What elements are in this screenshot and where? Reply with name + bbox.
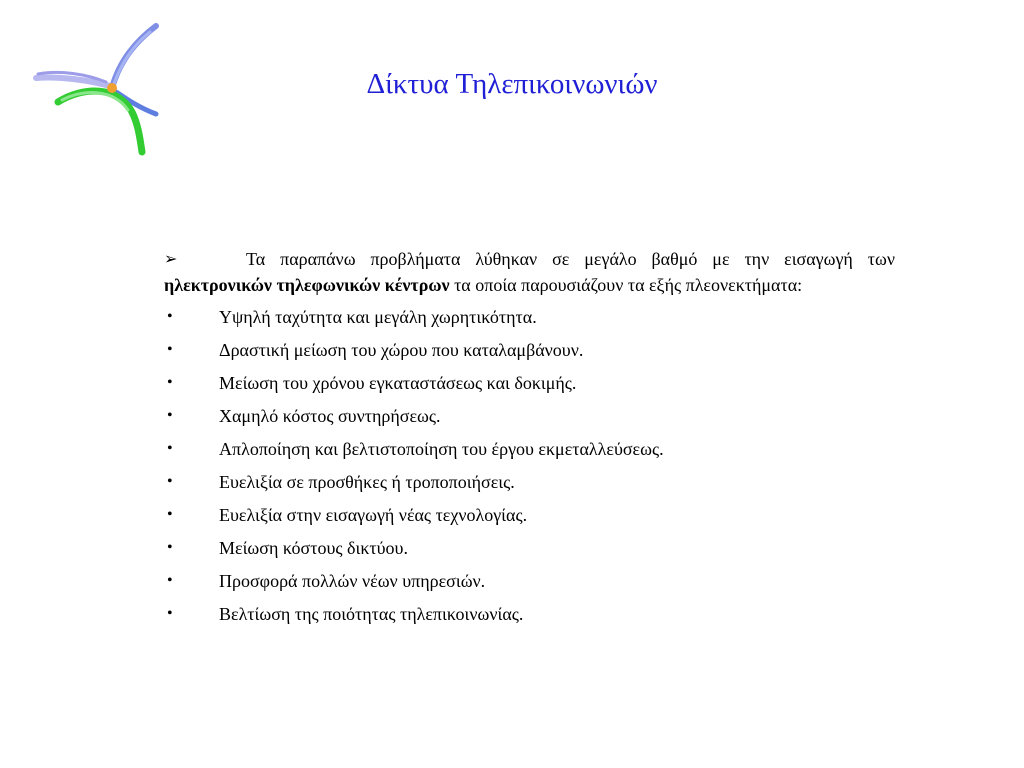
list-item-text: Χαμηλό κόστος συντηρήσεως. — [219, 406, 441, 426]
slide-title: Δίκτυα Τηλεπικοινωνιών — [366, 68, 658, 100]
bullet-dot-icon: • — [167, 572, 173, 589]
list-item — [164, 337, 895, 370]
list-item — [164, 568, 895, 601]
list-item-text: Απλοποίηση και βελτιστοποίηση του έργου εκμεταλλεύσεως. — [219, 439, 664, 459]
bullet-dot-icon: • — [167, 341, 173, 358]
list-item — [164, 370, 895, 403]
list-item-text: Ευελιξία σε προσθήκες ή τροποποιήσεις. — [219, 472, 515, 492]
list-item-text: Μείωση του χρόνου εγκαταστάσεως και δοκιμής. — [219, 373, 577, 393]
list-item — [164, 403, 895, 436]
intro-paragraph — [164, 246, 895, 298]
intro-text-bold: ηλεκτρονικών τηλεφωνικών κέντρων — [164, 275, 450, 295]
intro-text-before: Τα παραπάνω προβλήματα λύθηκαν σε μεγάλο βαθμό με την εισαγωγή των — [246, 249, 895, 269]
list-item — [164, 601, 895, 634]
list-item — [164, 469, 895, 502]
bullet-dot-icon: • — [167, 440, 173, 457]
advantages-list — [164, 304, 895, 634]
slide-content — [164, 246, 895, 634]
list-item — [164, 502, 895, 535]
list-item-text: Μείωση κόστους δικτύου. — [219, 538, 408, 558]
bullet-dot-icon: • — [167, 374, 173, 391]
bullet-dot-icon: • — [167, 539, 173, 556]
list-item-text: Βελτίωση της ποιότητας τηλεπικοινωνίας. — [219, 604, 524, 624]
list-item — [164, 535, 895, 568]
list-item-text: Δραστική μείωση του χώρου που καταλαμβάνουν. — [219, 340, 584, 360]
list-item — [164, 304, 895, 337]
bullet-dot-icon: • — [167, 473, 173, 490]
intro-text — [164, 246, 895, 298]
list-item-text: Ευελιξία στην εισαγωγή νέας τεχνολογίας. — [219, 505, 528, 525]
list-item — [164, 436, 895, 469]
list-item-text: Προσφορά πολλών νέων υπηρεσιών. — [219, 571, 486, 591]
bullet-dot-icon: • — [167, 308, 173, 325]
intro-text-after: τα οποία παρουσιάζουν τα εξής πλεονεκτήματα: — [449, 275, 803, 295]
list-item-text: Υψηλή ταχύτητα και μεγάλη χωρητικότητα. — [219, 307, 537, 327]
bullet-dot-icon: • — [167, 506, 173, 523]
bullet-dot-icon: • — [167, 407, 173, 424]
arrow-bullet-icon: ➢ — [164, 249, 178, 268]
bullet-dot-icon: • — [167, 605, 173, 622]
